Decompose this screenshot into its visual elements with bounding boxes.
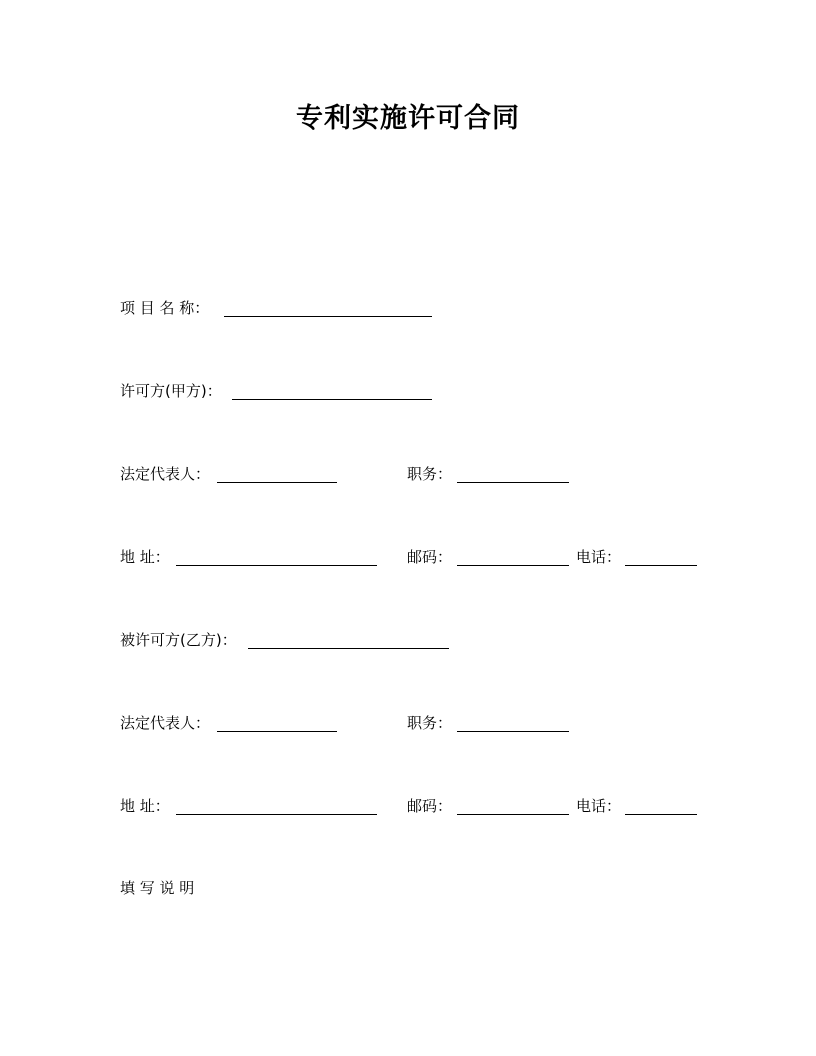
licensor-position-label: 职务： — [407, 465, 453, 483]
project-name-label: 项 目 名 称： — [120, 299, 210, 317]
licensor-postcode-label: 邮码： — [407, 548, 453, 566]
licensee-postcode-blank[interactable] — [457, 814, 569, 815]
licensor-label: 许可方(甲方)： — [120, 382, 222, 400]
licensor-phone-blank[interactable] — [625, 565, 697, 566]
document-title: 专利实施许可合同 — [296, 103, 520, 134]
project-name-blank[interactable] — [224, 316, 432, 317]
licensor-rep-blank[interactable] — [217, 482, 337, 483]
licensor-rep-label: 法定代表人： — [120, 465, 211, 483]
licensee-rep-row — [120, 712, 580, 734]
licensor-rep-row — [120, 463, 580, 485]
licensor-phone-label: 电话： — [576, 548, 622, 566]
licensee-address-row — [120, 795, 700, 817]
licensee-address-blank[interactable] — [176, 814, 377, 815]
licensor-postcode-blank[interactable] — [457, 565, 569, 566]
notes-heading: 填 写 说 明 — [120, 879, 195, 897]
licensee-blank[interactable] — [248, 648, 449, 649]
licensee-address-label: 地 址： — [120, 797, 170, 815]
licensee-position-label: 职务： — [407, 714, 453, 732]
licensor-address-row — [120, 546, 700, 568]
licensee-row — [120, 629, 460, 651]
licensee-postcode-label: 邮码： — [407, 797, 453, 815]
licensor-address-blank[interactable] — [176, 565, 377, 566]
licensee-rep-label: 法定代表人： — [120, 714, 211, 732]
licensee-position-blank[interactable] — [457, 731, 569, 732]
licensee-rep-blank[interactable] — [217, 731, 337, 732]
licensor-row — [120, 380, 440, 402]
licensor-blank[interactable] — [232, 399, 432, 400]
licensee-label: 被许可方(乙方)： — [120, 631, 237, 649]
project-name-row — [120, 297, 440, 319]
licensee-phone-blank[interactable] — [625, 814, 697, 815]
licensee-phone-label: 电话： — [576, 797, 622, 815]
licensor-position-blank[interactable] — [457, 482, 569, 483]
licensor-address-label: 地 址： — [120, 548, 170, 566]
